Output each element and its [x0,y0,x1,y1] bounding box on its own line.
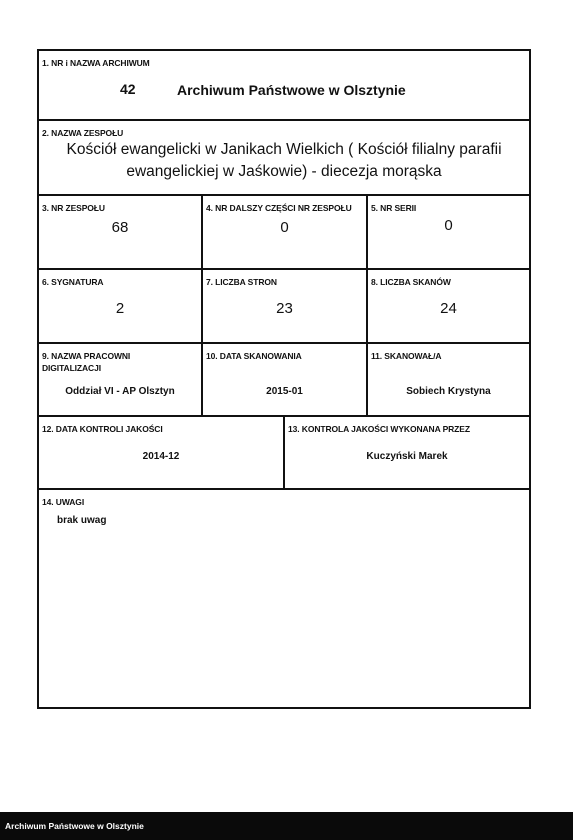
qc-date-cell [39,417,285,488]
fonds-number-value: 68 [111,219,129,236]
footer-bar [0,812,573,840]
scanned-by-cell [368,344,529,415]
lab-name-value: Oddział VI - AP Olsztyn [65,386,175,397]
footer-text: Archiwum Państwowe w Olsztynie [5,821,144,831]
remarks-section [39,490,529,707]
scanned-by-value: Sobiech Krystyna [406,386,491,397]
numbers-row [39,196,529,270]
sub-fonds-number-cell [203,196,368,268]
archive-number: 42 [120,81,136,97]
qc-by-value: Kuczyński Marek [366,451,448,462]
fonds-number-cell [39,196,203,268]
archive-row [39,51,529,121]
lab-name-cell [39,344,203,415]
fonds-number-label: 3. NR ZESPOŁU [42,203,105,213]
remarks-value: brak uwag [57,515,107,526]
scan-date-cell [203,344,368,415]
fonds-name-label: 2. NAZWA ZESPOŁU [42,128,124,138]
metadata-card [37,49,531,709]
scan-date-value: 2015-01 [266,386,303,397]
scanned-by-label: 11. SKANOWAŁ/A [371,351,442,361]
sub-fonds-number-value: 0 [280,219,289,236]
series-number-value: 0 [444,217,453,234]
series-number-label: 5. NR SERII [371,203,417,213]
lab-name-label-line1: 9. NAZWA PRACOWNI [42,351,131,361]
signature-cell [39,270,203,342]
signature-value: 2 [115,300,125,317]
sub-fonds-number-label: 4. NR DALSZY CZĘŚCI NR ZESPOŁU [206,203,352,213]
page-count-cell [203,270,368,342]
scan-count-label: 8. LICZBA SKANÓW [371,277,451,287]
lab-name-label-line2: DIGITALIZACJI [42,363,101,373]
scan-count-cell [368,270,529,342]
fonds-name-row [39,121,529,196]
qc-date-label: 12. DATA KONTROLI JAKOŚCI [42,424,163,434]
signature-label: 6. SYGNATURA [42,277,104,287]
remarks-label: 14. UWAGI [42,497,85,507]
qc-date-value: 2014-12 [142,451,180,462]
qc-by-cell [285,417,529,488]
scan-date-label: 10. DATA SKANOWANIA [206,351,302,361]
series-number-cell [368,196,529,268]
fonds-name-line1: Kościół ewangelicki w Janikach Wielkich ( Kościół filialny parafii [66,141,502,158]
scan-count-value: 24 [440,300,457,317]
digitization-row [39,344,529,417]
quality-control-row [39,417,529,490]
qc-by-label: 13. KONTROLA JAKOŚCI WYKONANA PRZEZ [288,424,470,434]
archive-name: Archiwum Państwowe w Olsztynie [177,82,406,98]
page-count-label: 7. LICZBA STRON [206,277,277,287]
page-count-value: 23 [276,300,293,317]
signature-row [39,270,529,344]
archive-label: 1. NR i NAZWA ARCHIWUM [42,58,150,68]
fonds-name-line2: ewangelickiej w Jaśkowie) - diecezja morąska [126,163,442,180]
